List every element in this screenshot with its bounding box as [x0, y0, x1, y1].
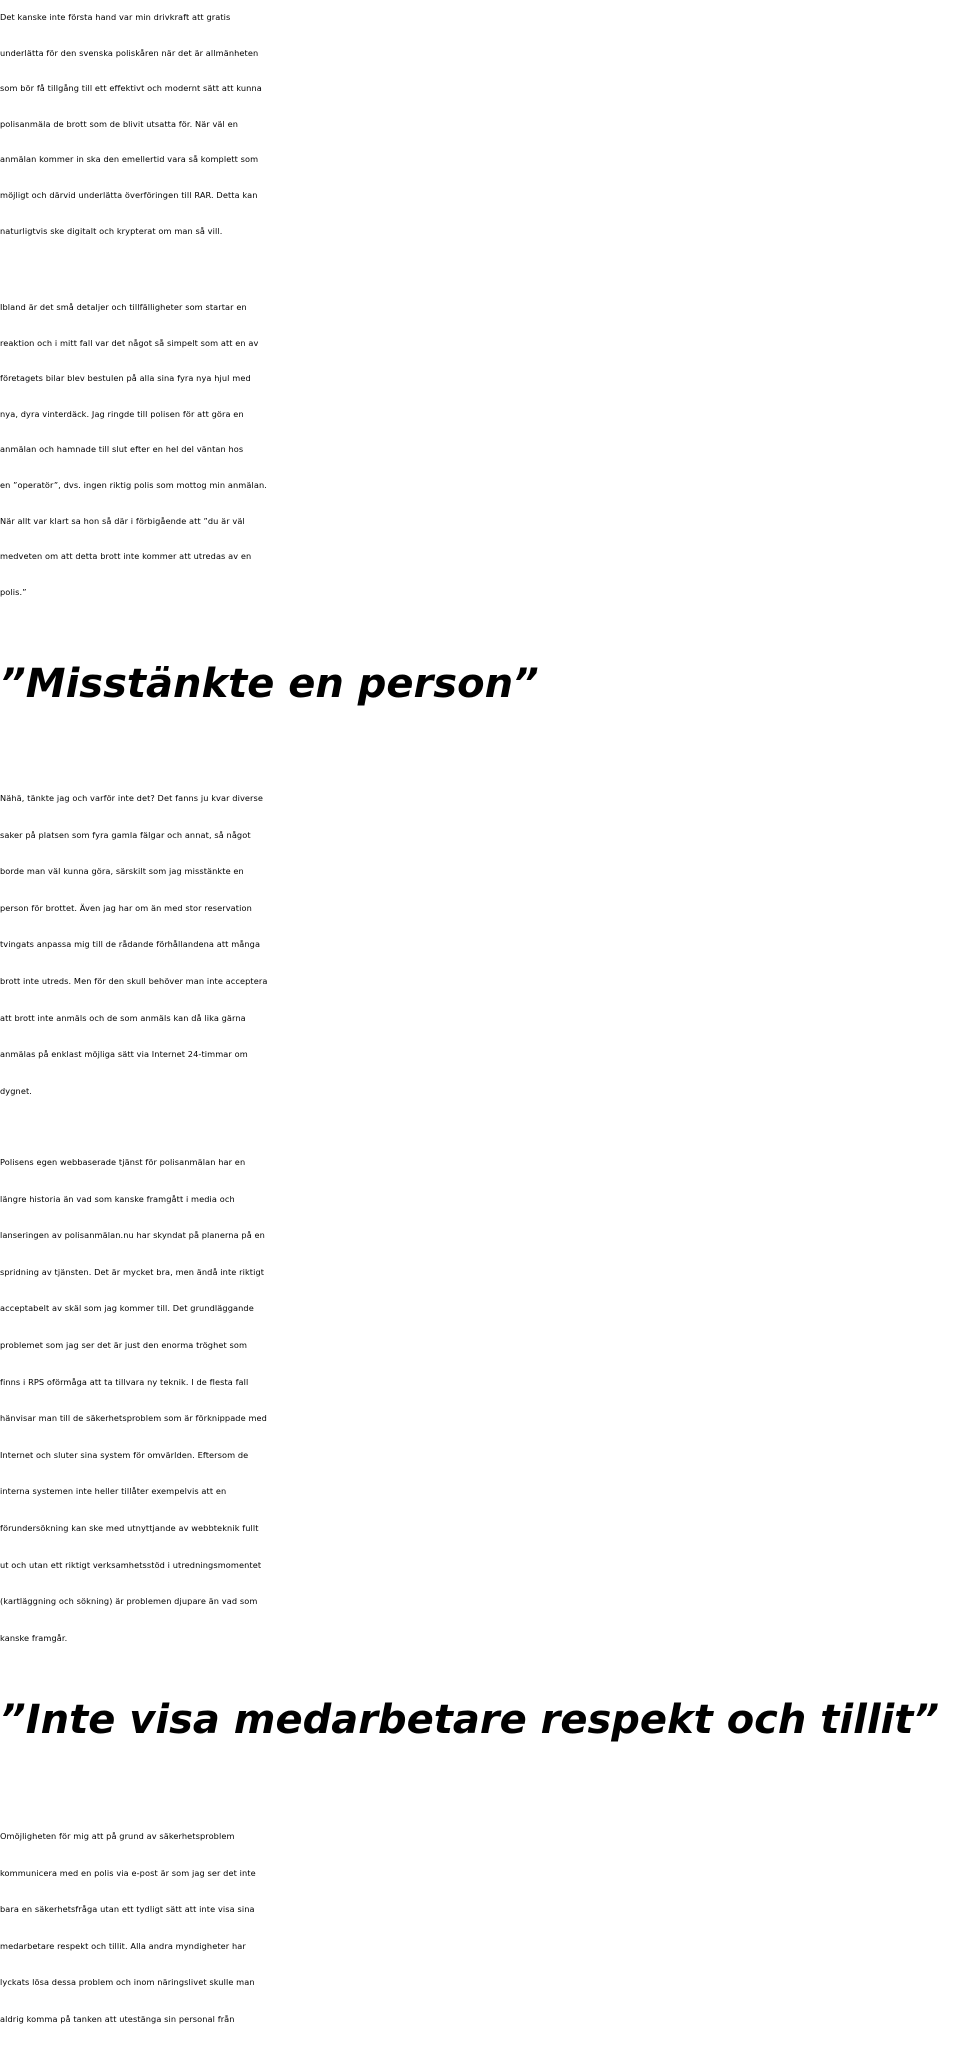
- text-line: dygnet.: [0, 1085, 32, 1096]
- text-line: reaktion och i mitt fall var det något så simpelt som att en av: [0, 337, 259, 348]
- text-line: Omöjligheten för mig att på grund av säkerhetsproblem: [0, 1831, 235, 1841]
- text-line: längre historia än vad som kanske framgått i media och: [0, 1193, 235, 1204]
- paragraph-3: [0, 780, 958, 1109]
- text-line: Nähä, tänkte jag och varför inte det? Det fanns ju kvar diverse: [0, 793, 264, 803]
- text-line: hänvisar man till de säkerhetsproblem som är förknippade med: [0, 1413, 267, 1424]
- text-line: medarbetare respekt och tillit. Alla andra myndigheter har: [0, 1940, 246, 1951]
- text-line: bara en säkerhetsfråga utan ett tydligt sätt att inte visa sina: [0, 1904, 255, 1915]
- text-line: spridning av tjänsten. Det är mycket bra, men ändå inte riktigt: [0, 1266, 265, 1277]
- text-line: När allt var klart sa hon så där i förbigående att ”du är väl: [0, 515, 245, 526]
- text-line: anmälan kommer in ska den emellertid vara så komplett som: [0, 154, 259, 165]
- text-line: tvingats anpassa mig till de rådande förhållandena att många: [0, 939, 261, 950]
- text-line: Polisens egen webbaserade tjänst för polisanmälan har en: [0, 1157, 246, 1167]
- text-line: Det kanske inte första hand var min drivkraft att gratis: [0, 12, 231, 22]
- text-line: aldrig komma på tanken att utestänga sin personal från: [0, 2013, 235, 2024]
- text-line: lyckats lösa dessa problem och inom näringslivet skulle man: [0, 1977, 255, 1988]
- text-line: kanske framgår.: [0, 1632, 68, 1643]
- section-heading-1: ”Misstänkte en person”: [0, 661, 539, 707]
- text-line: (kartläggning och sökning) är problemen djupare än vad som: [0, 1596, 258, 1607]
- text-line: Internet och sluter sina system för omvärlden. Eftersom de: [0, 1449, 249, 1460]
- text-line: polisanmäla de brott som de blivit utsatta för. När väl en: [0, 118, 239, 129]
- text-line: acceptabelt av skäl som jag kommer till. Det grundläggande: [0, 1303, 254, 1314]
- text-line: Ibland är det små detaljer och tillfälligheter som startar en: [0, 302, 247, 312]
- text-line: ut och utan ett riktigt verksamhetsstöd i utredningsmomentet: [0, 1559, 262, 1570]
- text-line: saker på platsen som fyra gamla fälgar och annat, så något: [0, 829, 251, 840]
- text-line: förundersökning kan ske med utnyttjande av webbteknik fullt: [0, 1522, 259, 1533]
- text-line: interna systemen inte heller tillåter exempelvis att en: [0, 1486, 227, 1497]
- section-heading-2: ”Inte visa medarbetare respekt och tillit”: [0, 1697, 940, 1743]
- text-line: en ”operatör”, dvs. ingen riktig polis som mottog min anmälan.: [0, 479, 267, 490]
- text-line: kommunicera med en polis via e-post är som jag ser det inte: [0, 1867, 256, 1878]
- text-line: möjligt och därvid underlätta överföringen till RAR. Detta kan: [0, 189, 258, 200]
- text-line: person för brottet. Även jag har om än med stor reservation: [0, 902, 252, 913]
- paragraph-2: [0, 290, 958, 610]
- text-line: nya, dyra vinterdäck. Jag ringde till polisen för att göra en: [0, 408, 244, 419]
- text-line: brott inte utreds. Men för den skull behöver man inte acceptera: [0, 975, 268, 986]
- text-line: medveten om att detta brott inte kommer att utredas av en: [0, 551, 252, 562]
- text-line: att brott inte anmäls och de som anmäls kan då lika gärna: [0, 1012, 246, 1023]
- paragraph-1: [0, 0, 958, 249]
- text-line: borde man väl kunna göra, särskilt som jag misstänkte en: [0, 866, 244, 877]
- text-line: underlätta för den svenska poliskåren när det är allmänheten: [0, 47, 259, 58]
- text-line: lanseringen av polisanmälan.nu har skyndat på planerna på en: [0, 1230, 265, 1241]
- text-line: anmälas på enklast möjliga sätt via Internet 24-timmar om: [0, 1049, 248, 1060]
- paragraph-5: [0, 1818, 958, 2038]
- text-line: som bör få tillgång till ett effektivt och modernt sätt att kunna: [0, 83, 262, 94]
- text-line: naturligtvis ske digitalt och krypterat om man så vill.: [0, 225, 223, 236]
- paragraph-4: [0, 1144, 958, 1656]
- text-line: polis.”: [0, 586, 27, 597]
- text-line: företagets bilar blev bestulen på alla sina fyra nya hjul med: [0, 373, 251, 384]
- text-line: problemet som jag ser det är just den enorma tröghet som: [0, 1339, 248, 1350]
- text-line: anmälan och hamnade till slut efter en hel del väntan hos: [0, 444, 244, 455]
- text-line: finns i RPS oförmåga att ta tillvara ny teknik. I de flesta fall: [0, 1376, 249, 1387]
